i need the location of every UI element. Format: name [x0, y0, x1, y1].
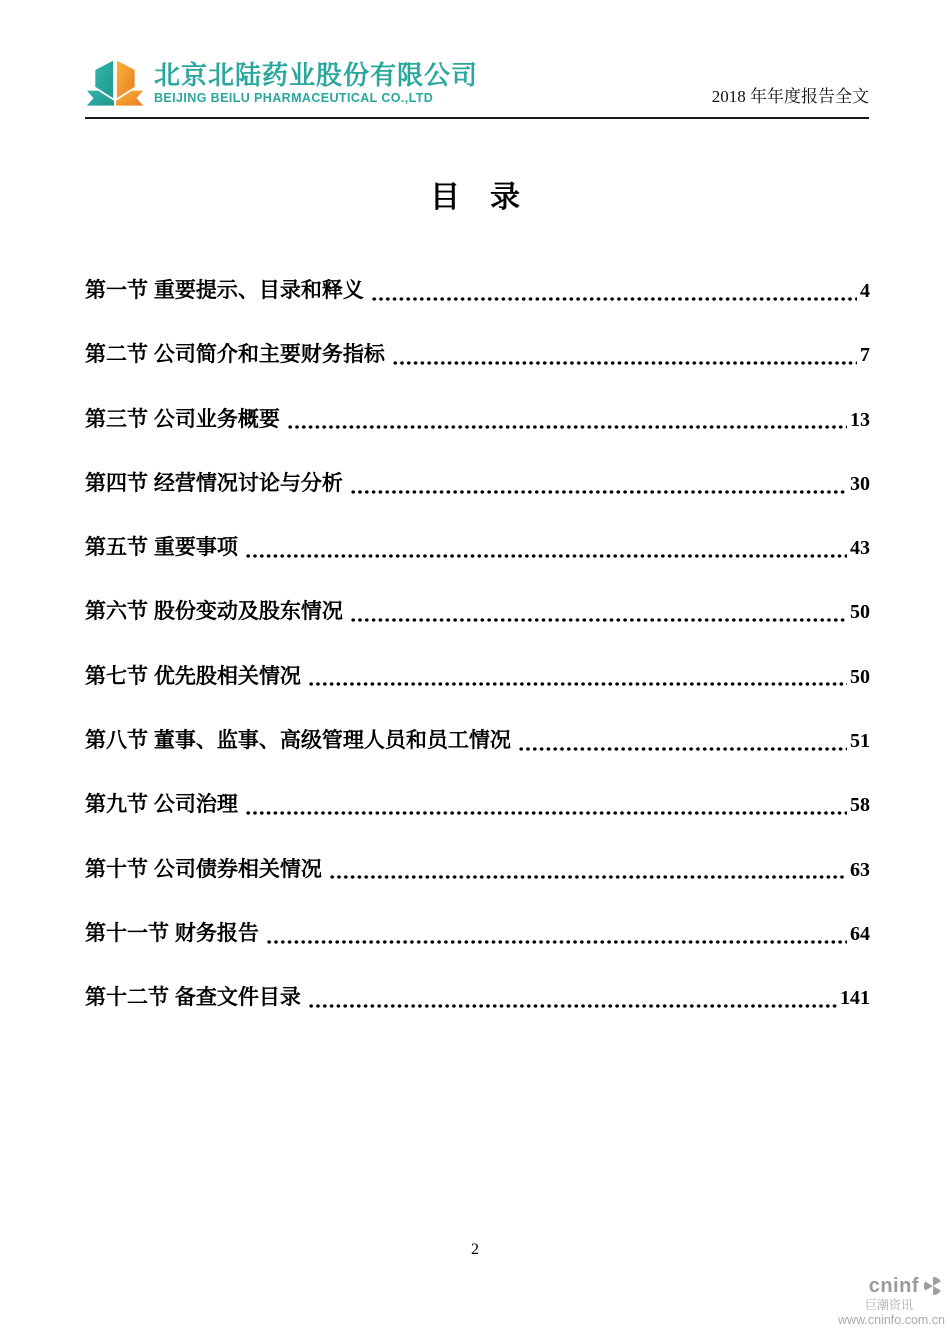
cninfo-watermark: [838, 1274, 945, 1328]
cninfo-name-cn: 巨潮资讯: [864, 1298, 913, 1313]
toc-entry[interactable]: [85, 855, 870, 919]
company-name-cn: 北京北陆药业股份有限公司: [154, 60, 479, 90]
toc-dot-leader: [267, 919, 847, 949]
page-number: 2: [471, 1241, 479, 1258]
cninfo-swirl-icon: [921, 1274, 945, 1298]
toc-entry[interactable]: [85, 662, 870, 726]
toc-entry-page: 58: [850, 794, 870, 817]
table-of-contents: [85, 276, 870, 1048]
toc-entry[interactable]: [85, 919, 870, 983]
toc-dot-leader: [372, 276, 857, 306]
toc-entry[interactable]: [85, 597, 870, 661]
toc-dot-leader: [288, 405, 847, 435]
toc-entry-label: 第六节 股份变动及股东情况: [85, 600, 343, 624]
toc-entry[interactable]: [85, 533, 870, 597]
toc-entry-page: 63: [850, 858, 870, 881]
toc-entry[interactable]: [85, 405, 870, 469]
toc-entry-label: 第七节 优先股相关情况: [85, 664, 301, 688]
toc-entry-page: 13: [850, 408, 870, 431]
cninfo-url: www.cninfo.com.cn: [838, 1313, 945, 1328]
toc-entry-page: 7: [860, 344, 870, 367]
toc-dot-leader: [351, 469, 847, 499]
header-divider: [85, 117, 869, 119]
toc-entry-label: 第八节 董事、监事、高级管理人员和员工情况: [85, 729, 511, 753]
toc-entry-label: 第十节 公司债券相关情况: [85, 857, 322, 881]
toc-entry-page: 51: [850, 730, 870, 753]
toc-entry-label: 第十一节 财务报告: [85, 921, 259, 945]
toc-dot-leader: [393, 340, 857, 370]
toc-entry-page: 50: [850, 665, 870, 688]
toc-entry-label: 第十二节 备查文件目录: [85, 986, 301, 1010]
toc-entry-page: 64: [850, 922, 870, 945]
toc-dot-leader: [519, 726, 847, 756]
company-name-en: BEIJING BEILU PHARMACEUTICAL CO.,LTD: [154, 91, 434, 105]
toc-entry-page: 43: [850, 537, 870, 560]
report-title-label: 2018 年年度报告全文: [711, 87, 869, 106]
toc-dot-leader: [330, 855, 847, 885]
toc-entry-label: 第九节 公司治理: [85, 793, 238, 817]
company-brand: [85, 58, 478, 110]
toc-entry[interactable]: [85, 469, 870, 533]
toc-dot-leader: [309, 983, 837, 1013]
page-header: [85, 58, 869, 119]
toc-entry[interactable]: [85, 790, 870, 854]
toc-entry[interactable]: [85, 340, 870, 404]
page-title: 目 录: [430, 181, 520, 214]
toc-dot-leader: [246, 790, 847, 820]
toc-entry-page: 50: [850, 601, 870, 624]
toc-entry-page: 30: [850, 472, 870, 495]
toc-entry[interactable]: [85, 726, 870, 790]
toc-entry[interactable]: [85, 983, 870, 1047]
toc-dot-leader: [351, 597, 847, 627]
toc-entry-label: 第三节 公司业务概要: [85, 407, 280, 431]
toc-entry[interactable]: [85, 276, 870, 340]
toc-entry-page: 141: [840, 987, 870, 1010]
toc-entry-page: 4: [860, 280, 870, 302]
company-logo-icon: [85, 58, 145, 110]
toc-dot-leader: [246, 533, 847, 563]
cninfo-brand-text: cninf: [868, 1275, 919, 1298]
toc-entry-label: 第五节 重要事项: [85, 536, 238, 560]
toc-entry-label: 第四节 经营情况讨论与分析: [85, 471, 343, 495]
toc-dot-leader: [309, 662, 847, 692]
toc-entry-label: 第一节 重要提示、目录和释义: [85, 279, 364, 302]
toc-entry-label: 第二节 公司简介和主要财务指标: [85, 343, 385, 367]
